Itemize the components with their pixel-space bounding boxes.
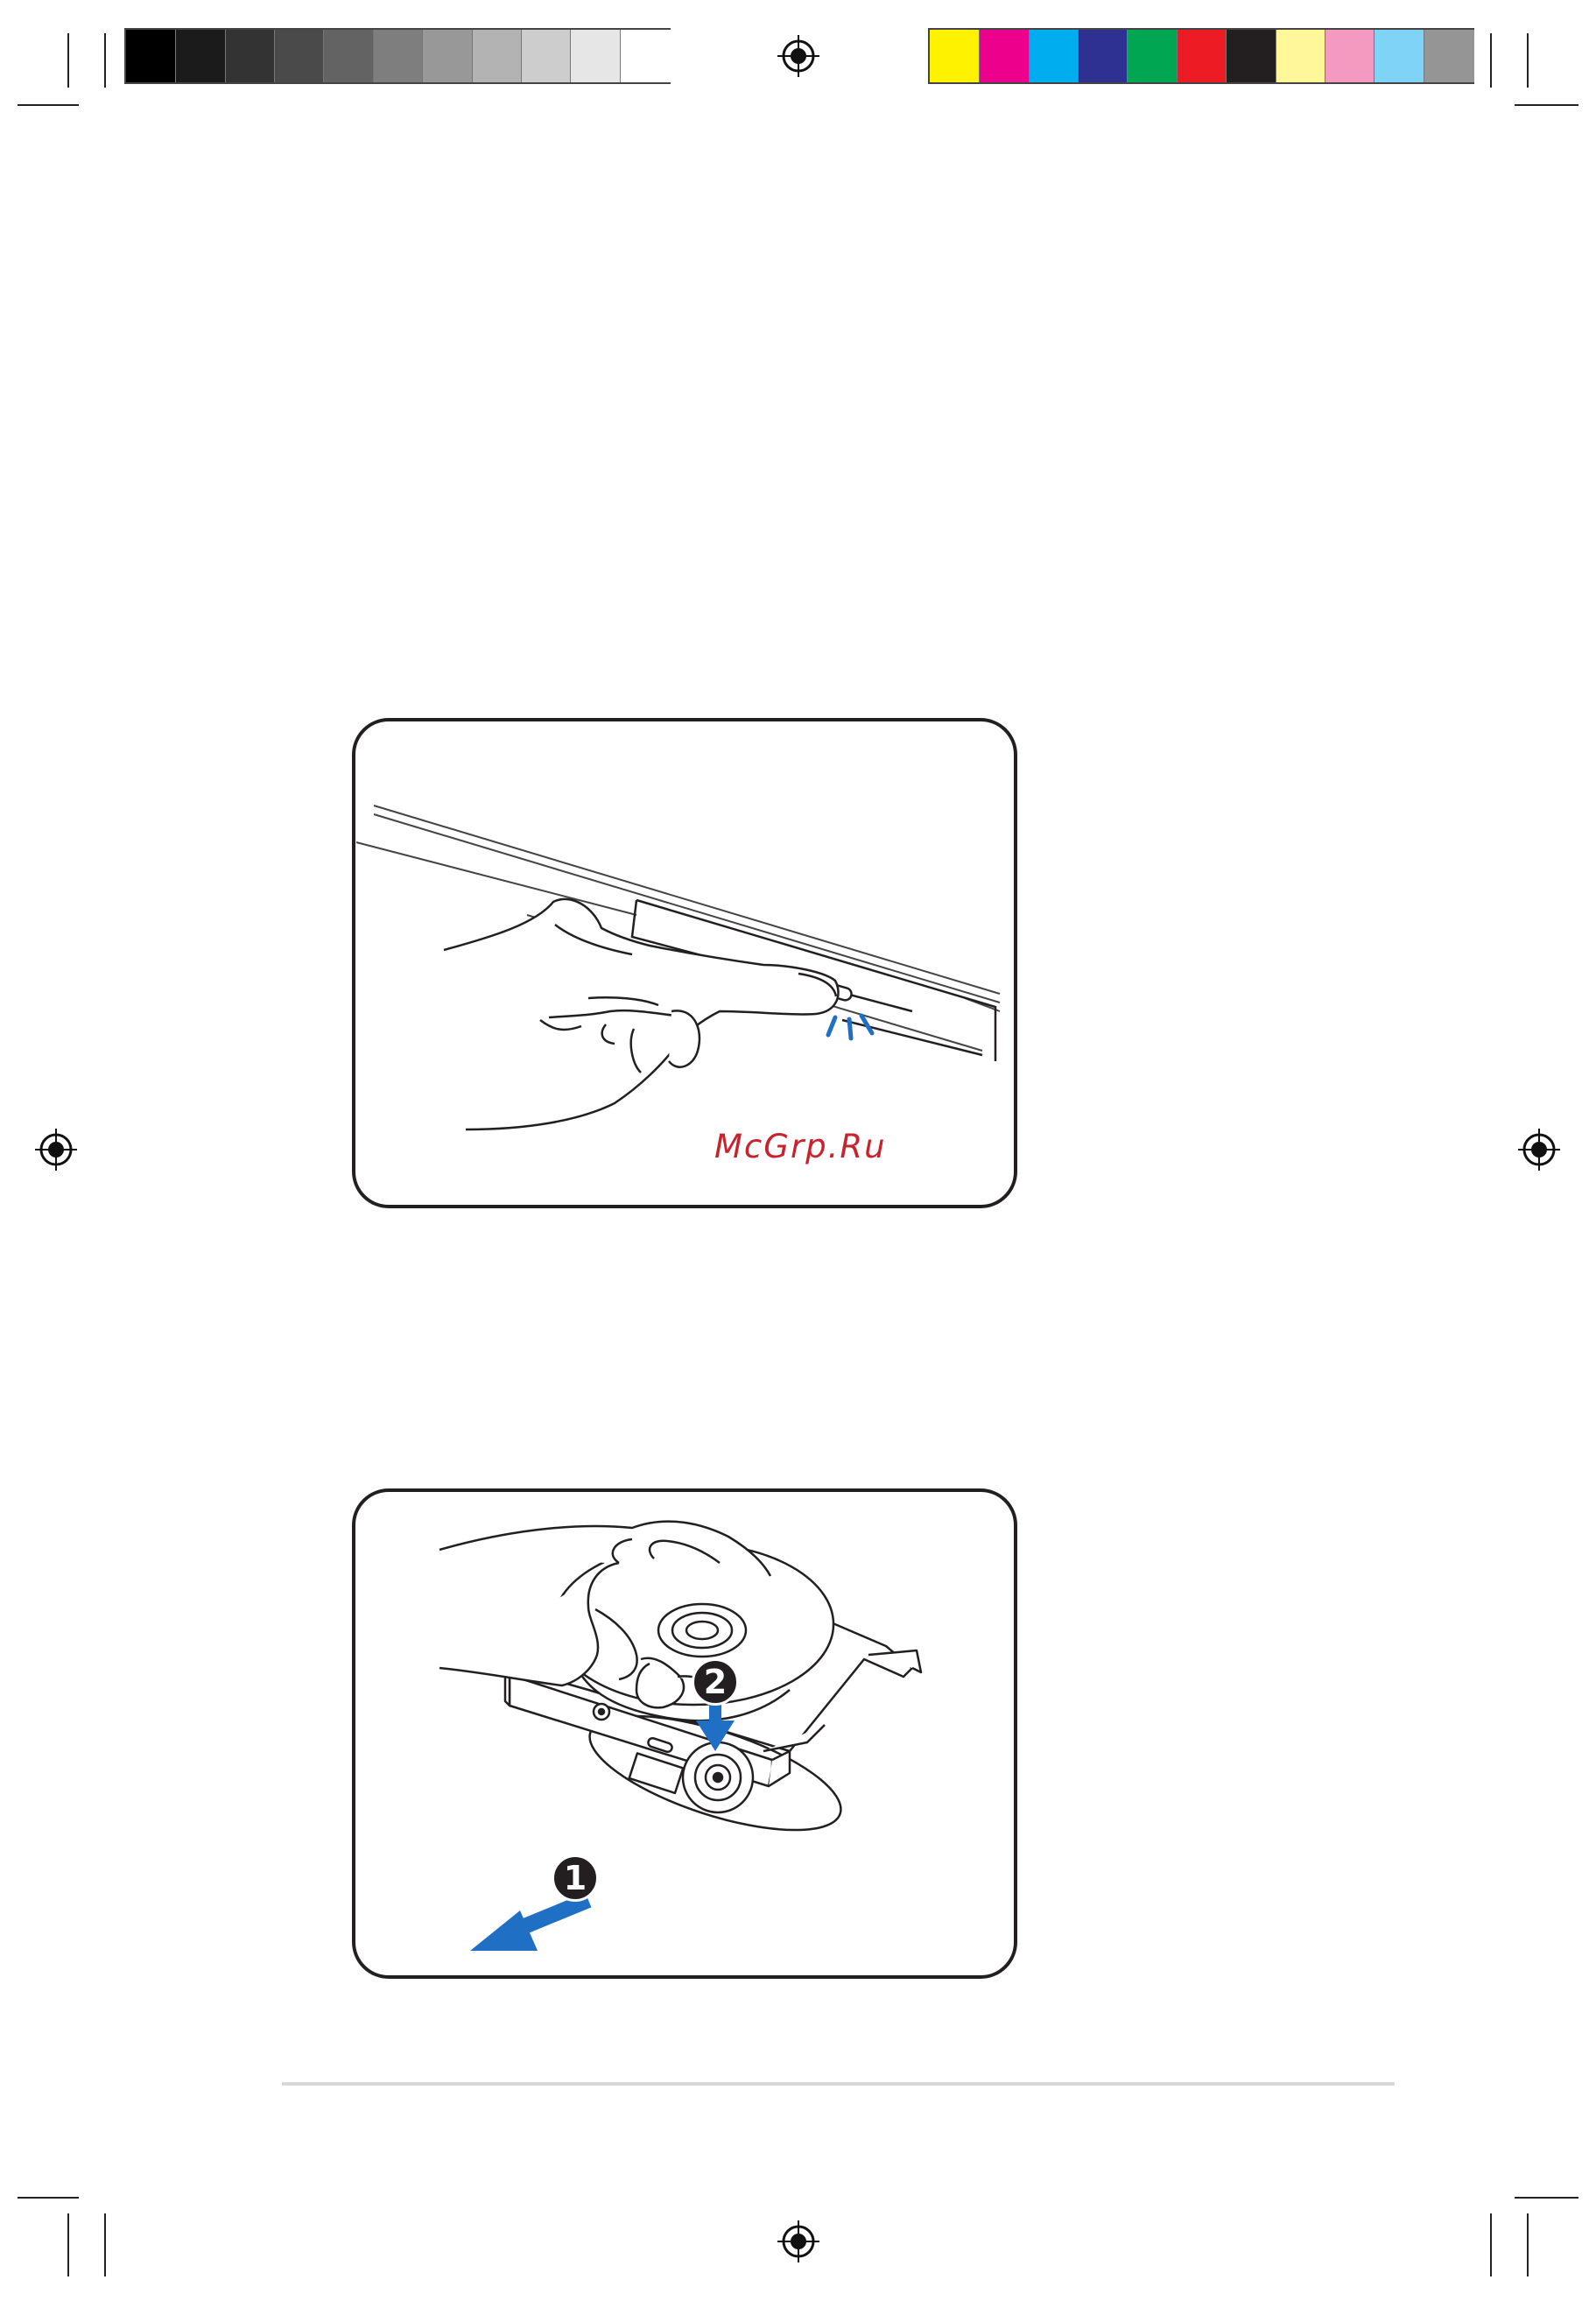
registration-mark-bottom	[777, 2220, 819, 2262]
figure-insert-disc	[352, 1488, 1017, 1979]
registration-mark-right	[1518, 1129, 1560, 1171]
registration-mark-left	[35, 1129, 77, 1171]
step-badge-2: 2	[692, 1658, 739, 1706]
step-badge-1: 1	[552, 1854, 599, 1902]
registration-mark-top	[777, 35, 819, 77]
watermark-text: McGrp.Ru	[714, 1128, 887, 1165]
figure-press-eject-button	[352, 718, 1017, 1208]
